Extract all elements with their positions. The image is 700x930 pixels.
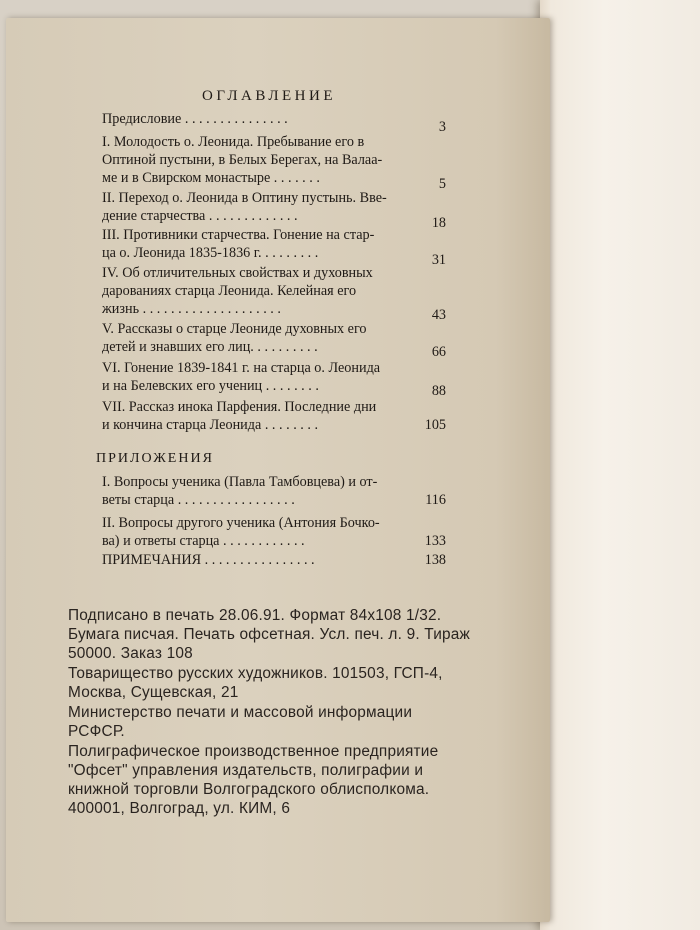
toc-entry-line: IV. Об отличительных свойствах и духовных (102, 265, 373, 281)
imprint-line: "Офсет" управления издательств, полиграфии и (68, 762, 424, 779)
imprint-line: Товарищество русских художников. 101503, ГСП-4, (68, 665, 443, 682)
toc-entry-line: V. Рассказы о старце Леониде духовных его (102, 321, 367, 337)
appendix-page-number: 138 (424, 552, 446, 568)
toc-entry-line: и кончина старца Леонида . . . . . . . . (102, 417, 319, 433)
toc-entry-line: Оптиной пустыни, в Белых Берегах, на Валаа- (102, 152, 383, 168)
appendix-entry-line: ва) и ответы старца . . . . . . . . . . . . (102, 533, 305, 549)
toc-entry-line: и на Белевских его учениц . . . . . . . . (102, 378, 319, 394)
appendix-entry-line: II. Вопросы другого ученика (Антония Бочко- (102, 515, 380, 531)
toc-entry-line: Предисловие . . . . . . . . . . . . . . . (102, 111, 288, 127)
toc-page-number: 105 (424, 417, 446, 433)
toc-page-number: 88 (431, 383, 446, 399)
toc-entry-line: II. Переход о. Леонида в Оптину пустынь. Вве- (102, 190, 387, 206)
toc-page-number: 43 (431, 307, 446, 323)
imprint-line: Полиграфическое производственное предприятие (68, 743, 439, 760)
imprint-line: 400001, Волгоград, ул. КИМ, 6 (68, 800, 291, 817)
toc-entry-line: ме и в Свирском монастыре . . . . . . . (102, 170, 320, 186)
toc-page-number: 5 (438, 176, 446, 192)
appendix-title: ПРИЛОЖЕНИЯ (96, 451, 214, 466)
toc-page-number: 31 (431, 252, 446, 268)
imprint-line: РСФСР. (68, 723, 125, 740)
imprint-line: Подписано в печать 28.06.91. Формат 84х108 1/32. (68, 607, 442, 624)
toc-entry-line: жизнь . . . . . . . . . . . . . . . . . . . . (102, 301, 281, 317)
appendix-entry-line: I. Вопросы ученика (Павла Тамбовцева) и от- (102, 474, 378, 490)
imprint-line: Москва, Сущевская, 21 (68, 684, 239, 701)
toc-entry-line: I. Молодость о. Леонида. Пребывание его в (102, 134, 365, 150)
appendix-page-number: 116 (425, 492, 446, 508)
appendix-entry-line: веты старца . . . . . . . . . . . . . . . . . (102, 492, 295, 508)
toc-page-number: 66 (431, 344, 446, 360)
imprint-line: Министерство печати и массовой информации (68, 704, 413, 721)
imprint-line: Бумага писчая. Печать офсетная. Усл. печ. л. 9. Тираж (68, 626, 471, 643)
imprint-line: книжной торговли Волгоградского облисполкома. (68, 781, 430, 798)
toc-entry-line: дение старчества . . . . . . . . . . . . . (102, 208, 298, 224)
appendix-entry-line: ПРИМЕЧАНИЯ . . . . . . . . . . . . . . . . (102, 552, 315, 568)
toc-entry-line: дарованиях старца Леонида. Келейная его (102, 283, 357, 299)
toc-entry-line: VII. Рассказ инока Парфения. Последние дни (102, 399, 377, 415)
toc-page-number: 3 (438, 119, 446, 135)
toc-title: ОГЛАВЛЕНИЕ (202, 88, 336, 104)
appendix-page-number: 133 (424, 533, 446, 549)
facing-page (540, 0, 700, 930)
imprint-line: 50000. Заказ 108 (68, 645, 193, 662)
toc-entry-line: детей и знавших его лиц. . . . . . . . . . (102, 339, 318, 355)
toc-page-number: 18 (431, 215, 446, 231)
book-page (6, 18, 550, 922)
toc-entry-line: VI. Гонение 1839-1841 г. на старца о. Леонида (102, 360, 381, 376)
toc-entry-line: III. Противники старчества. Гонение на стар- (102, 227, 375, 243)
toc-entry-line: ца о. Леонида 1835-1836 г. . . . . . . . . (102, 245, 319, 261)
